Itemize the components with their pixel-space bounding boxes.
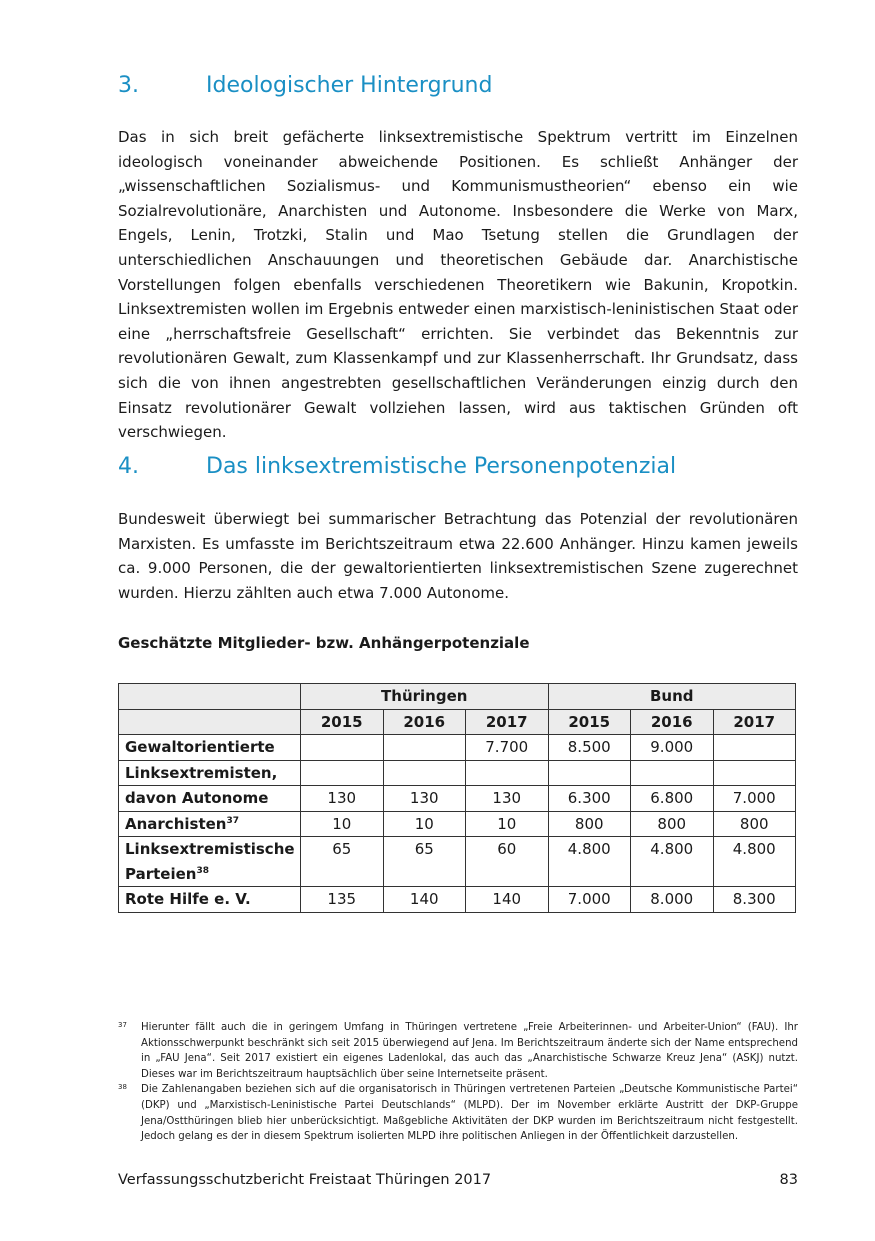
page-number: 83 xyxy=(779,1172,798,1188)
table-corner-cell xyxy=(119,684,301,710)
table-cell xyxy=(548,760,631,786)
year-header: 2015 xyxy=(301,709,384,735)
table-cell: 65 xyxy=(301,837,384,887)
footnote-37 xyxy=(118,1020,798,1082)
year-header: 2016 xyxy=(383,709,466,735)
table-cell: 7.000 xyxy=(548,887,631,913)
table-corner-cell xyxy=(119,709,301,735)
year-header: 2017 xyxy=(466,709,549,735)
table-cell: 130 xyxy=(466,786,549,812)
table-cell: 4.800 xyxy=(631,837,714,887)
footnote-text: Hierunter fällt auch die in geringem Umfang in Thüringen vertretene „Freie Arbeiterinnen- und Arbeiter-Union“ (FAU). Ihr Aktionsschwerpunkt beschränkt sich seit 2015 überwiegend auf Jena. Im Berichtszeitraum änderte sich der Name entsprechend in „FAU Jena“. Seit 2017 existiert ein eigenes Ladenlokal, das auch das „Anarchistische Schwarze Kreuz Jena“ (ASKJ) nutzt. Dieses war im Berichtszeitraum hauptsächlich über seine Internetseite präsent. xyxy=(141,1022,798,1080)
table-cell: 6.800 xyxy=(631,786,714,812)
section-3-heading xyxy=(118,72,492,100)
table-cell: 6.300 xyxy=(548,786,631,812)
footnote-ref: 37 xyxy=(226,815,240,826)
table-cell: 130 xyxy=(383,786,466,812)
table-cell: 4.800 xyxy=(548,837,631,887)
row-label-text: Linksextremistische xyxy=(125,840,295,858)
page-footer xyxy=(118,1170,798,1190)
table-cell: 10 xyxy=(383,811,466,837)
table-cell xyxy=(713,735,796,761)
year-header: 2017 xyxy=(713,709,796,735)
section-4-paragraph: Bundesweit überwiegt bei summarischer Betrachtung das Potenzial der revolutionären Marxisten. Es umfasste im Berichtszeitraum etwa 22.600 Anhänger. Hinzu kamen jeweils ca. 9.000 Personen, die der gewaltorientierten linksextremistischen Szene zugerechnet wurden. Hierzu zählten auch etwa 7.000 Autonome. xyxy=(118,510,798,602)
table-cell: 7.000 xyxy=(713,786,796,812)
row-label-text-2: Parteien xyxy=(125,864,197,883)
potential-table xyxy=(118,683,796,913)
table-cell: 140 xyxy=(383,887,466,913)
row-label: Linksextremisten, xyxy=(119,760,301,786)
group-header-bund: Bund xyxy=(548,684,796,710)
table-cell: 7.700 xyxy=(466,735,549,761)
table-row xyxy=(119,786,796,812)
table-cell: 4.800 xyxy=(713,837,796,887)
footnote-ref: 38 xyxy=(196,865,209,876)
row-label xyxy=(119,837,301,887)
table-cell: 140 xyxy=(466,887,549,913)
table-cell xyxy=(383,760,466,786)
table-cell xyxy=(301,735,384,761)
table-title: Geschätzte Mitglieder- bzw. Anhängerpotenziale xyxy=(118,634,530,652)
table-row xyxy=(119,887,796,913)
footnote-number: 38 xyxy=(118,1083,127,1092)
table-cell xyxy=(301,760,384,786)
table-cell: 9.000 xyxy=(631,735,714,761)
table-cell: 65 xyxy=(383,837,466,887)
year-header: 2015 xyxy=(548,709,631,735)
footnote-text: Die Zahlenangaben beziehen sich auf die organisatorisch in Thüringen vertretenen Parteien „Deutsche Kommunistische Partei“ (DKP) und „Marxistisch-Leninistische Partei Deutschlands“ (MLPD). Der im November erklärte Austritt der DKP-Gruppe Jena/Ostthüringen blieb hier unberücksichtigt. Maßgebliche Aktivitäten der DKP wurden im Berichtszeitraum nicht festgestellt. Jedoch gelang es der in diesem Spektrum isolierten MLPD ihre politischen Anliegen in der Öffentlichkeit darzustellen. xyxy=(141,1084,798,1143)
table-cell xyxy=(466,760,549,786)
table-row xyxy=(119,760,796,786)
table-cell: 800 xyxy=(713,811,796,837)
table-cell: 10 xyxy=(301,811,384,837)
table-cell: 800 xyxy=(548,811,631,837)
table-cell: 10 xyxy=(466,811,549,837)
section-3-title: Ideologischer Hintergrund xyxy=(206,73,493,98)
table-cell: 8.000 xyxy=(631,887,714,913)
section-3-paragraph: Das in sich breit gefächerte linksextremistische Spektrum vertritt im Einzelnen ideologisch voneinander abweichende Positionen. Es schließt Anhänger der „wissenschaftlichen Sozialismus- und Kommunismustheorien“ ebenso ein wie Sozialrevolutionäre, Anarchisten und Autonome. Insbesondere die Werke von Marx, Engels, Lenin, Trotzki, Stalin und Mao Tsetung stellen die Grundlagen der unterschiedlichen Anschauungen und theoretischen Gebäude dar. Anarchistische Vorstellungen folgen ebenfalls verschiedenen Theoretikern wie Bakunin, Kropotkin. Linksextremisten wollen im Ergebnis entweder einen marxistisch-leninistischen Staat oder eine „herrschaftsfreie Gesellschaft“ errichten. Sie verbindet das Bekenntnis zur revolutionären Gewalt, zum Klassenkampf und zur Klassenherrschaft. Ihr Grundsatz, dass sich die von ihnen angestrebten gesellschaftlichen Veränderungen einzig durch den Einsatz revolutionärer Gewalt vollziehen lassen, wird aus taktischen Gründen oft verschwiegen. xyxy=(118,128,798,442)
footer-title: Verfassungsschutzbericht Freistaat Thüringen 2017 xyxy=(118,1172,492,1188)
section-4-title: Das linksextremistische Personenpotenzial xyxy=(206,454,677,479)
table-cell: 800 xyxy=(631,811,714,837)
section-4-heading xyxy=(118,453,676,481)
table-cell: 130 xyxy=(301,786,384,812)
table-year-header-row xyxy=(119,709,796,735)
table-cell: 8.300 xyxy=(713,887,796,913)
footnote-number: 37 xyxy=(118,1021,127,1029)
table-cell xyxy=(713,760,796,786)
table-cell: 60 xyxy=(466,837,549,887)
footnotes xyxy=(118,1020,798,1145)
section-3-number: 3. xyxy=(118,73,139,98)
section-4-number: 4. xyxy=(118,454,139,479)
footnote-38 xyxy=(118,1082,798,1144)
year-header: 2016 xyxy=(631,709,714,735)
table-cell xyxy=(383,735,466,761)
table-group-header-row xyxy=(119,684,796,710)
table-cell: 135 xyxy=(301,887,384,913)
row-label-text: Anarchisten xyxy=(125,814,227,833)
table-cell: 8.500 xyxy=(548,735,631,761)
table-row xyxy=(119,837,796,887)
row-label: davon Autonome xyxy=(119,786,301,812)
table-row xyxy=(119,735,796,761)
row-label xyxy=(119,811,301,837)
row-label: Gewaltorientierte xyxy=(119,735,301,761)
table-row xyxy=(119,811,796,837)
table-cell xyxy=(631,760,714,786)
row-label: Rote Hilfe e. V. xyxy=(119,887,301,913)
group-header-thueringen: Thüringen xyxy=(301,684,549,710)
